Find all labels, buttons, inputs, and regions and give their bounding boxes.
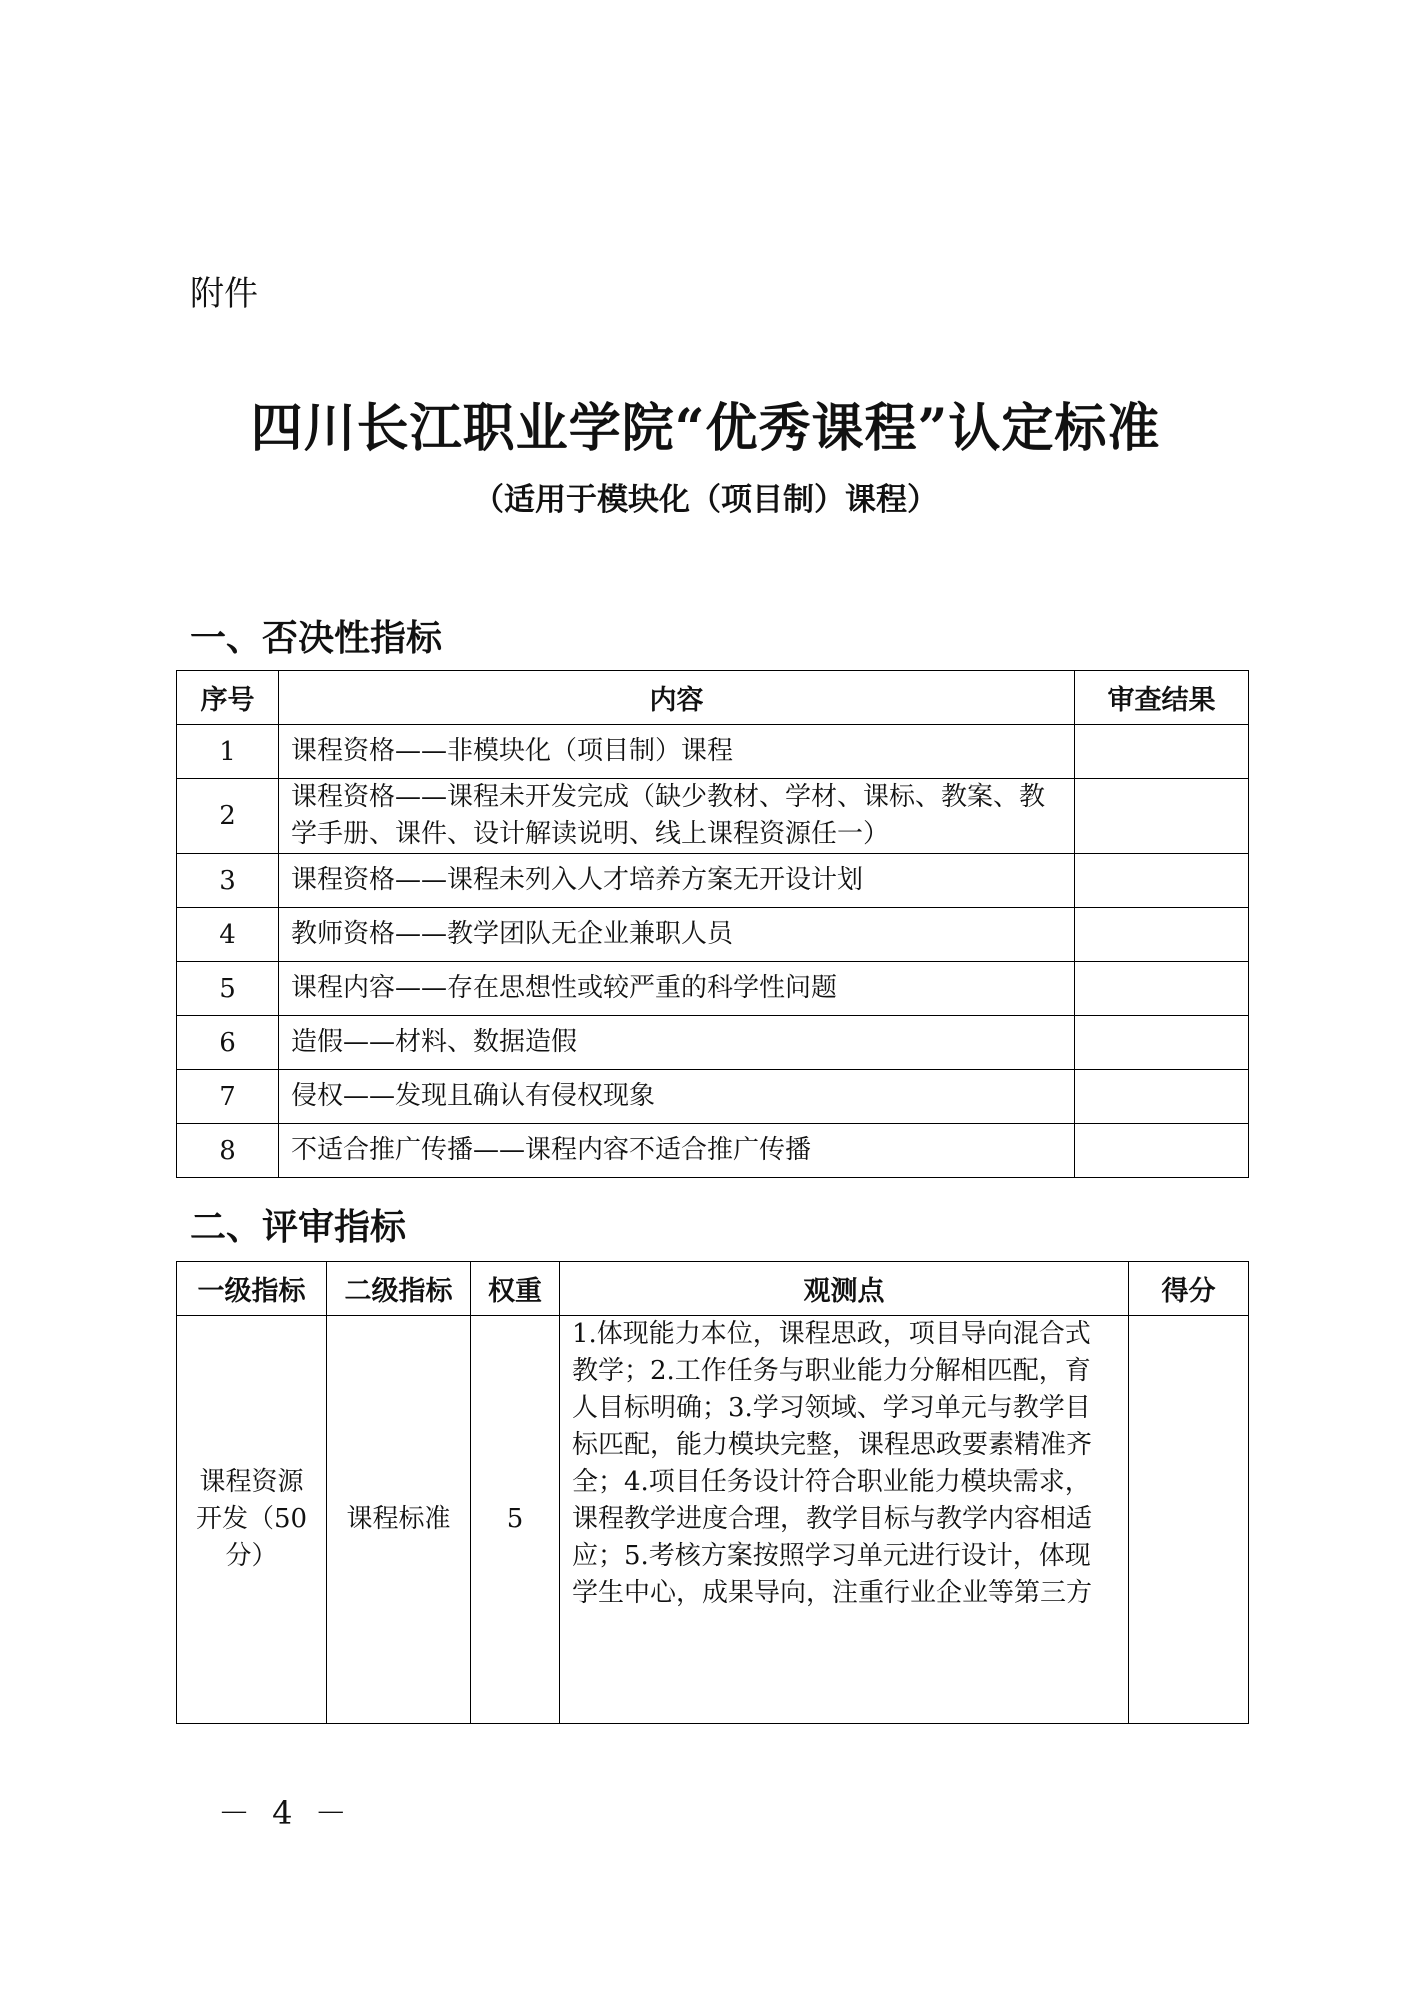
row-number: 3 bbox=[177, 854, 279, 908]
table-row bbox=[177, 962, 1249, 1016]
row-content: 课程资格——非模块化（项目制）课程 bbox=[279, 725, 1075, 779]
row-content: 不适合推广传播——课程内容不适合推广传播 bbox=[279, 1124, 1075, 1178]
row-number: 1 bbox=[177, 725, 279, 779]
row-content: 侵权——发现且确认有侵权现象 bbox=[279, 1070, 1075, 1124]
column-header-level1: 一级指标 bbox=[177, 1262, 327, 1316]
attachment-label: 附件 bbox=[190, 274, 258, 314]
veto-indicator-table bbox=[176, 670, 1249, 1178]
column-header-level2: 二级指标 bbox=[327, 1262, 471, 1316]
table-header-row bbox=[177, 671, 1249, 725]
row-result bbox=[1075, 962, 1249, 1016]
row-number: 4 bbox=[177, 908, 279, 962]
level1-indicator: 课程资源开发（50分） bbox=[177, 1316, 327, 1724]
row-result bbox=[1075, 1124, 1249, 1178]
section-heading-review: 二、评审指标 bbox=[190, 1207, 407, 1248]
row-content: 课程资格——课程未列入人才培养方案无开设计划 bbox=[279, 854, 1075, 908]
column-header-result: 审查结果 bbox=[1075, 671, 1249, 725]
document-subtitle: （适用于模块化（项目制）课程） bbox=[473, 482, 938, 518]
table-row bbox=[177, 1016, 1249, 1070]
table-row bbox=[177, 1316, 1249, 1724]
score-cell bbox=[1129, 1316, 1249, 1724]
review-indicator-table bbox=[176, 1261, 1249, 1724]
column-header-content: 内容 bbox=[279, 671, 1075, 725]
table-row bbox=[177, 1124, 1249, 1178]
row-number: 2 bbox=[177, 779, 279, 854]
section-heading-veto: 一、否决性指标 bbox=[190, 618, 443, 659]
row-number: 8 bbox=[177, 1124, 279, 1178]
table-row bbox=[177, 854, 1249, 908]
table-row bbox=[177, 725, 1249, 779]
row-number: 7 bbox=[177, 1070, 279, 1124]
row-number: 5 bbox=[177, 962, 279, 1016]
row-result bbox=[1075, 854, 1249, 908]
table-row bbox=[177, 779, 1249, 854]
row-result bbox=[1075, 725, 1249, 779]
row-result bbox=[1075, 779, 1249, 854]
observation-points: 1.体现能力本位，课程思政，项目导向混合式教学；2.工作任务与职业能力分解相匹配，育人目标明确；3.学习领域、学习单元与教学目标匹配，能力模块完整，课程思政要素精准齐全；4.项目任务设计符合职业能力模块需求，课程教学进度合理，教学目标与教学内容相适应；5.考核方案按照学习单元进行设计，体现学生中心，成果导向，注重行业企业等第三方 bbox=[560, 1316, 1129, 1724]
row-result bbox=[1075, 1016, 1249, 1070]
row-content: 造假——材料、数据造假 bbox=[279, 1016, 1075, 1070]
column-header-weight: 权重 bbox=[471, 1262, 560, 1316]
row-number: 6 bbox=[177, 1016, 279, 1070]
column-header-score: 得分 bbox=[1129, 1262, 1249, 1316]
page-number: － 4 － bbox=[218, 1794, 353, 1832]
row-result bbox=[1075, 908, 1249, 962]
column-header-observation: 观测点 bbox=[560, 1262, 1129, 1316]
level2-indicator: 课程标准 bbox=[327, 1316, 471, 1724]
table-row bbox=[177, 908, 1249, 962]
document-title: 四川长江职业学院“优秀课程”认定标准 bbox=[250, 398, 1161, 459]
row-content: 课程内容——存在思想性或较严重的科学性问题 bbox=[279, 962, 1075, 1016]
table-row bbox=[177, 1070, 1249, 1124]
column-header-no: 序号 bbox=[177, 671, 279, 725]
row-content: 教师资格——教学团队无企业兼职人员 bbox=[279, 908, 1075, 962]
weight-value: 5 bbox=[471, 1316, 560, 1724]
table-header-row bbox=[177, 1262, 1249, 1316]
row-content: 课程资格——课程未开发完成（缺少教材、学材、课标、教案、教学手册、课件、设计解读说明、线上课程资源任一） bbox=[279, 779, 1075, 854]
row-result bbox=[1075, 1070, 1249, 1124]
